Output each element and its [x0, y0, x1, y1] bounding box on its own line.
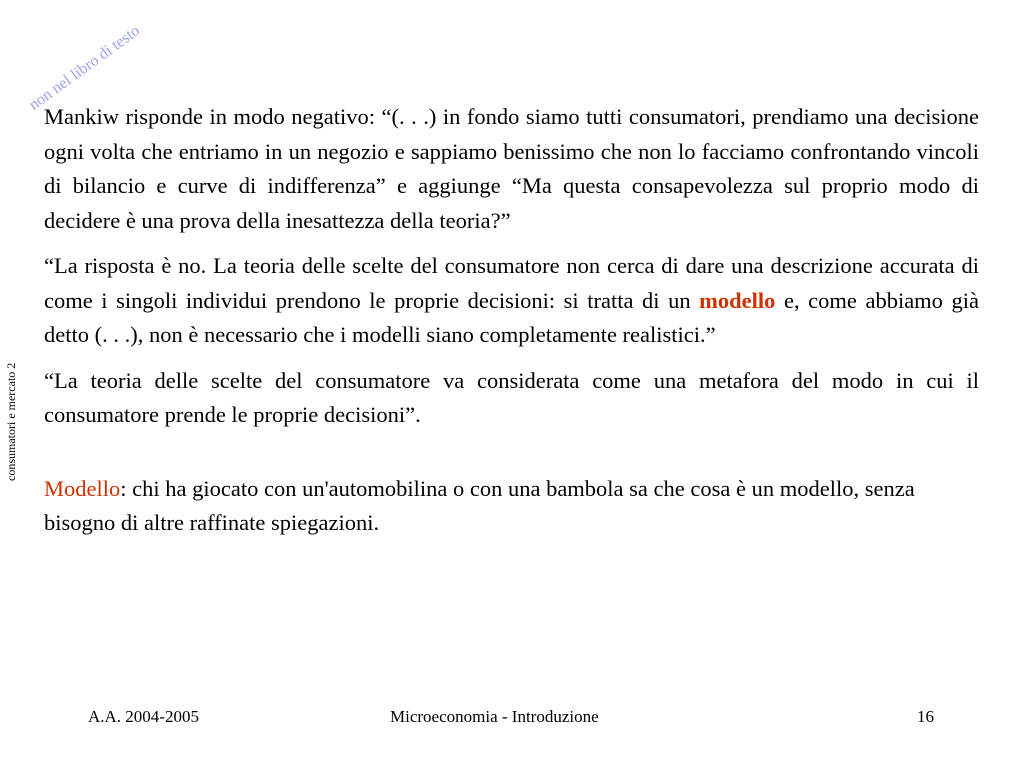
watermark-stamp: non nel libro di testo: [26, 22, 144, 114]
paragraph-risposta: [44, 249, 979, 353]
paragraph-risposta-text-2: e, come abbiamo già detto (. . .), non è necessario che i modelli siano completamente realistici.”: [44, 287, 979, 347]
paragraph-modello-definition: [44, 472, 979, 541]
footer-academic-year: A.A. 2004-2005: [88, 707, 199, 726]
paragraph-mankiw: Mankiw risponde in modo negativo: “(. . .) in fondo siamo tutti consumatori, prendiamo una decisione ogni volta che entriamo in un negozio e sappiamo benissimo che non lo facciamo confrontando vincoli di bilancio e curve di indifferenza” e aggiunge “Ma questa consapevolezza sul proprio modo di decidere è una prova della inesattezza della teoria?”: [44, 104, 979, 233]
paragraph-modello-text: : chi ha giocato con un'automobilina o con una bambola sa che cosa è un modello, senza bisogno di altre raffinate spiegazioni.: [44, 475, 915, 535]
paragraph-risposta-text-1: “La risposta è no. La teoria delle scelte del consumatore non cerca di dare una descrizione accurata di come i singoli individui prendono le proprie decisioni: si tratta di un: [44, 253, 979, 313]
highlight-modello: modello: [699, 287, 776, 313]
slide-body: [44, 100, 979, 552]
side-label: consumatori e mercato 2: [4, 362, 18, 481]
term-modello: Modello: [44, 475, 121, 501]
paragraph-metafora: “La teoria delle scelte del consumatore va considerata come una metafora del modo in cui il consumatore prende le proprie decisioni”.: [44, 367, 979, 427]
page-number: 16: [917, 707, 934, 726]
footer-course-title: Microeconomia - Introduzione: [390, 707, 599, 726]
